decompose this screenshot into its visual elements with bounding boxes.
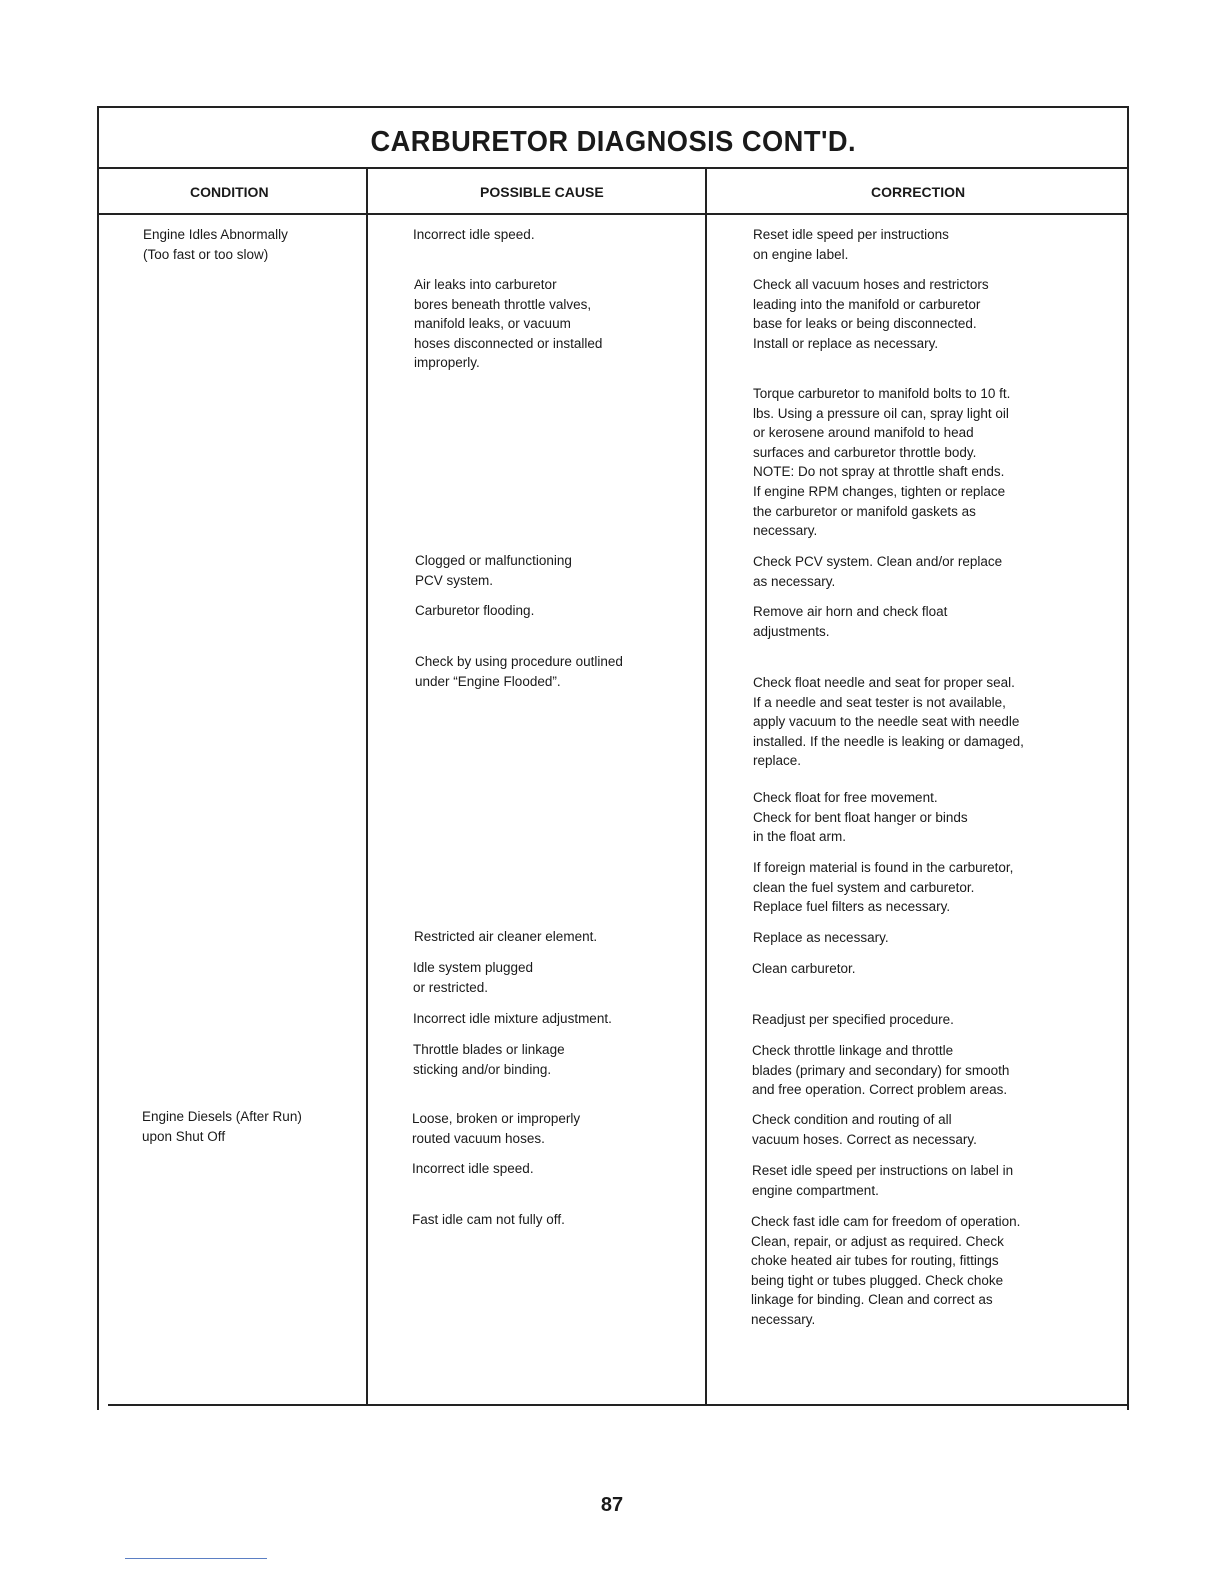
header-row — [99, 169, 1127, 215]
header-condition: CONDITION — [190, 184, 269, 200]
correction-cell: Check float needle and seat for proper seal. If a needle and seat tester is not available, apply vacuum to the needle seat with needle installed. If the needle is leaking or damaged, replace. — [753, 675, 1024, 769]
cause-cell: Idle system plugged or restricted. — [413, 960, 534, 995]
correction-cell: Torque carburetor to manifold bolts to 10 ft. lbs. Using a pressure oil can, spray light oil or kerosene around manifold to head surfaces and carburetor throttle body. NOTE: Do not spray at throttle shaft ends. If engine RPM changes, tighten or replace the carburetor or manifold gaskets as necessary. — [753, 386, 1011, 539]
cause-cell: Restricted air cleaner element. — [414, 929, 598, 944]
condition-cell: Engine Idles Abnormally (Too fast or too slow) — [143, 227, 288, 262]
correction-cell: Check float for free movement. Check for bent float hanger or binds in the float arm. — [753, 790, 968, 845]
correction-cell: Check all vacuum hoses and restrictors leading into the manifold or carburetor base for leaks or being disconnected. Install or replace as necessary. — [753, 277, 989, 351]
correction-cell: Reset idle speed per instructions on engine label. — [753, 227, 949, 262]
correction-cell: Reset idle speed per instructions on label in engine compartment. — [752, 1163, 1014, 1198]
correction-cell: Remove air horn and check float adjustments. — [753, 604, 948, 639]
cause-cell: Check by using procedure outlined under “Engine Flooded”. — [415, 654, 623, 689]
title-row — [99, 108, 1127, 169]
correction-cell: Replace as necessary. — [753, 930, 889, 945]
correction-cell: Check PCV system. Clean and/or replace as necessary. — [753, 554, 1003, 589]
condition-cell: Engine Diesels (After Run) upon Shut Off — [142, 1109, 302, 1144]
cause-cell: Clogged or malfunctioning PCV system. — [415, 553, 572, 588]
table-bottom-border — [108, 1404, 1128, 1406]
column-divider-1 — [366, 167, 368, 1406]
header-correction: CORRECTION — [871, 184, 966, 200]
cause-cell: Incorrect idle speed. — [413, 227, 535, 242]
page-title: CARBURETOR DIAGNOSIS CONT'D. — [370, 126, 856, 158]
correction-cell: Readjust per specified procedure. — [752, 1012, 954, 1027]
footer-rule — [125, 1558, 267, 1559]
correction-cell: Clean carburetor. — [752, 961, 856, 976]
header-possible-cause: POSSIBLE CAUSE — [480, 184, 604, 200]
cause-cell: Fast idle cam not fully off. — [412, 1212, 565, 1227]
page-number: 87 — [600, 1494, 624, 1516]
cause-cell: Carburetor flooding. — [415, 603, 535, 618]
cause-cell: Throttle blades or linkage sticking and/or binding. — [413, 1042, 565, 1077]
correction-cell: Check throttle linkage and throttle blades (primary and secondary) for smooth and free operation. Correct problem areas. — [752, 1043, 1010, 1098]
cause-cell: Air leaks into carburetor bores beneath throttle valves, manifold leaks, or vacuum hoses disconnected or installed improperly. — [414, 277, 603, 371]
cause-cell: Loose, broken or improperly routed vacuum hoses. — [412, 1111, 581, 1146]
correction-cell: Check fast idle cam for freedom of operation. Clean, repair, or adjust as required. Check choke heated air tubes for routing, fittings being tight or tubes plugged. Check choke linkage for binding. Clean and correct as necessary. — [751, 1214, 1021, 1327]
column-divider-2 — [705, 167, 707, 1406]
cause-cell: Incorrect idle mixture adjustment. — [413, 1011, 612, 1026]
cause-cell: Incorrect idle speed. — [412, 1161, 534, 1176]
correction-cell: If foreign material is found in the carburetor, clean the fuel system and carburetor. Replace fuel filters as necessary. — [753, 860, 1014, 915]
correction-cell: Check condition and routing of all vacuum hoses. Correct as necessary. — [752, 1112, 977, 1147]
